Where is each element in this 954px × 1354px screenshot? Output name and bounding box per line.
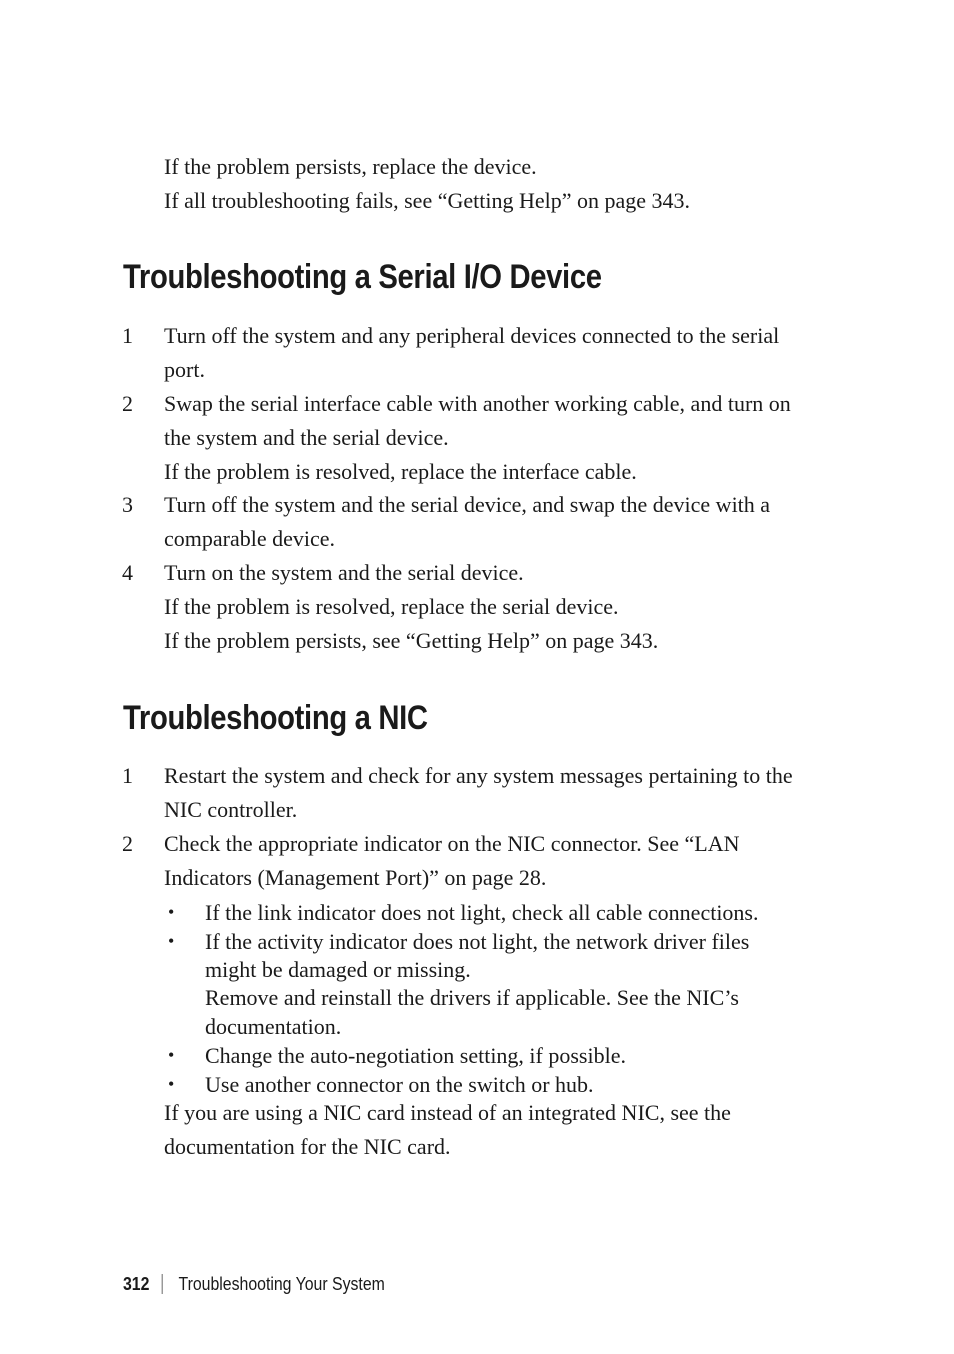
- footer-divider: [162, 1274, 163, 1294]
- nic-step-2-number: 2: [122, 831, 133, 856]
- bullet-2-line-2: might be damaged or missing.: [205, 957, 471, 982]
- heading-serial-io: Troubleshooting a Serial I/O Device: [123, 258, 602, 296]
- bullet-4-line-1: Use another connector on the switch or hub.: [205, 1072, 594, 1097]
- intro-paragraph-1: If the problem persists, replace the device.: [164, 154, 537, 179]
- serial-step-3-number: 3: [122, 492, 133, 517]
- bullet-2-line-1: If the activity indicator does not light, the network driver files: [205, 929, 750, 954]
- nic-closing-line-1: If you are using a NIC card instead of an integrated NIC, see the: [164, 1100, 731, 1125]
- intro-paragraph-2: If all troubleshooting fails, see “Getting Help” on page 343.: [164, 188, 691, 213]
- serial-step-4-number: 4: [122, 560, 133, 585]
- footer-section-title: Troubleshooting Your System: [178, 1273, 385, 1294]
- bullet-2-line-3: Remove and reinstall the drivers if applicable. See the NIC’s: [205, 985, 739, 1010]
- nic-step-2-line-1: Check the appropriate indicator on the NIC connector. See “LAN: [164, 831, 740, 856]
- bullet-glyph: •: [168, 931, 175, 951]
- heading-nic: Troubleshooting a NIC: [123, 699, 428, 737]
- nic-closing-line-2: documentation for the NIC card.: [164, 1134, 451, 1159]
- serial-step-3-line-2: comparable device.: [164, 526, 336, 551]
- bullet-3-line-1: Change the auto-negotiation setting, if possible.: [205, 1043, 626, 1068]
- bullet-glyph: •: [168, 902, 175, 922]
- nic-step-1-line-2: NIC controller.: [164, 797, 298, 822]
- bullet-1-line-1: If the link indicator does not light, check all cable connections.: [205, 900, 759, 925]
- serial-step-1-line-1: Turn off the system and any peripheral devices connected to the serial: [164, 323, 780, 348]
- page-footer: [123, 1270, 385, 1298]
- serial-step-2-line-2: the system and the serial device.: [164, 425, 449, 450]
- serial-step-4-line-1: Turn on the system and the serial device.: [164, 560, 524, 585]
- serial-step-2-number: 2: [122, 391, 133, 416]
- bullet-glyph: •: [168, 1074, 175, 1094]
- nic-step-2-line-2: Indicators (Management Port)” on page 28.: [164, 865, 547, 890]
- nic-step-1-number: 1: [122, 763, 133, 788]
- serial-step-1-line-2: port.: [164, 357, 205, 382]
- serial-step-1-number: 1: [122, 323, 133, 348]
- bullet-glyph: •: [168, 1045, 175, 1065]
- serial-step-4-note-2: If the problem persists, see “Getting Help” on page 343.: [164, 628, 659, 653]
- serial-step-3-line-1: Turn off the system and the serial device, and swap the device with a: [164, 492, 771, 517]
- serial-step-2-line-1: Swap the serial interface cable with another working cable, and turn on: [164, 391, 791, 416]
- serial-step-2-note: If the problem is resolved, replace the interface cable.: [164, 459, 637, 484]
- nic-step-1-line-1: Restart the system and check for any system messages pertaining to the: [164, 763, 793, 788]
- page-number: 312: [123, 1273, 150, 1294]
- bullet-2-line-4: documentation.: [205, 1014, 342, 1039]
- serial-step-4-note-1: If the problem is resolved, replace the serial device.: [164, 594, 619, 619]
